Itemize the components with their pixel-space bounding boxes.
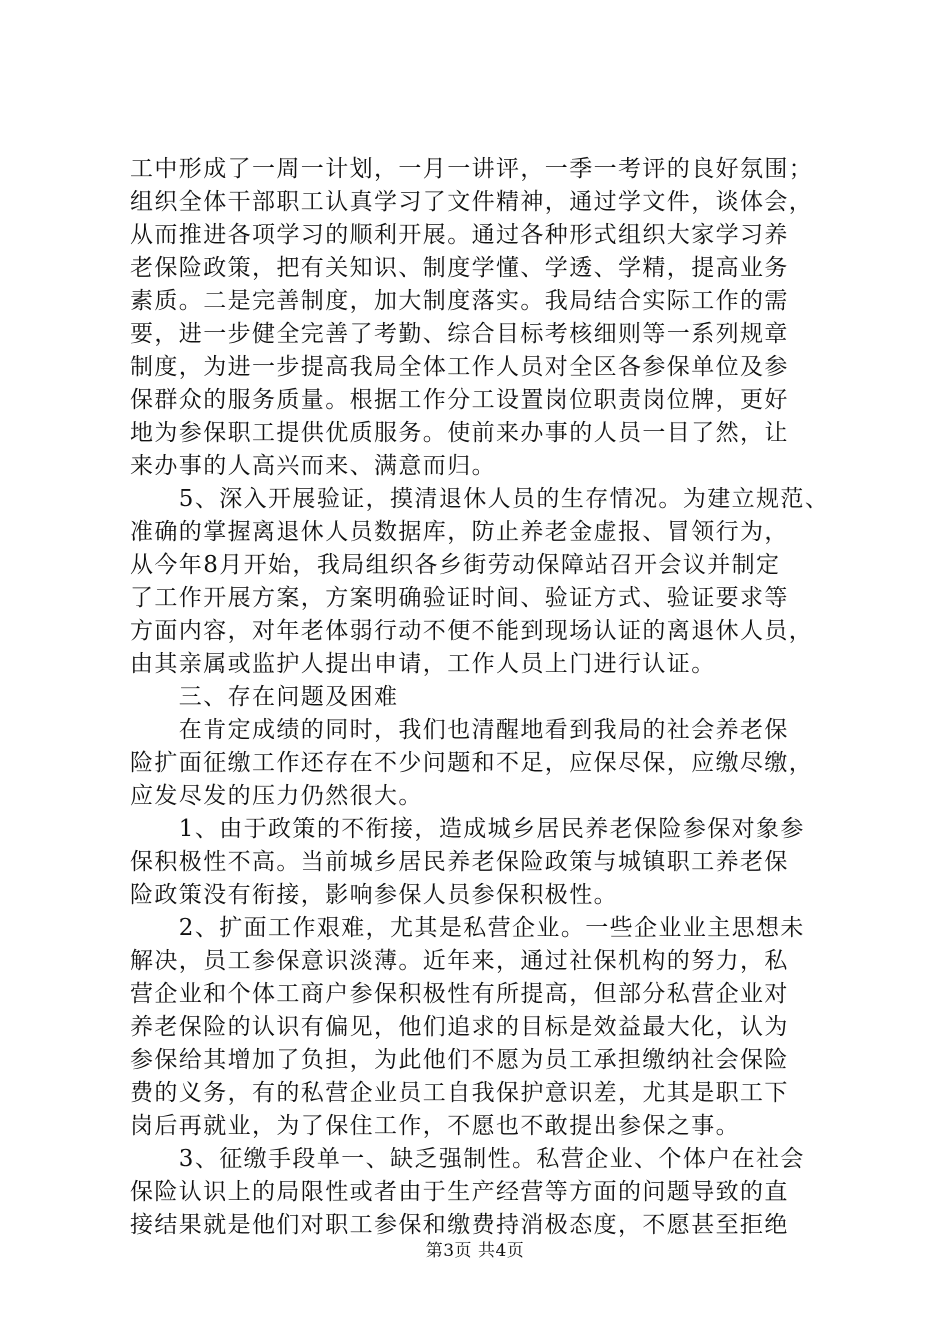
body-line: 准确的掌握离退休人员数据库，防止养老金虚报、冒领行为， xyxy=(130,519,789,545)
body-line: 费的义务，有的私营企业员工自我保护意识差，尤其是职工下 xyxy=(130,1080,789,1106)
body-line: 方面内容，对年老体弱行动不便不能到现场认证的离退休人员， xyxy=(130,618,814,644)
body-line: 岗后再就业，为了保住工作，不愿也不敢提出参保之事。 xyxy=(130,1113,740,1139)
body-line: 在肯定成绩的同时，我们也清醒地看到我局的社会养老保 xyxy=(130,717,789,743)
body-line: 组织全体干部职工认真学习了文件精神，通过学文件，谈体会， xyxy=(130,189,814,215)
body-line: 来办事的人高兴而来、满意而归。 xyxy=(130,453,496,479)
body-line: 2、扩面工作艰难，尤其是私营企业。一些企业业主思想未 xyxy=(130,915,805,941)
body-line: 了工作开展方案，方案明确验证时间、验证方式、验证要求等 xyxy=(130,585,789,611)
body-line: 3、征缴手段单一、缺乏强制性。私营企业、个体户在社会 xyxy=(130,1146,805,1172)
body-line: 老保险政策，把有关知识、制度学懂、学透、学精，提高业务 xyxy=(130,255,789,281)
body-line: 保积极性不高。当前城乡居民养老保险政策与城镇职工养老保 xyxy=(130,849,789,875)
body-line: 要，进一步健全完善了考勤、综合目标考核细则等一系列规章 xyxy=(130,321,789,347)
body-line: 营企业和个体工商户参保积极性有所提高，但部分私营企业对 xyxy=(130,981,789,1007)
body-line: 由其亲属或监护人提出申请，工作人员上门进行认证。 xyxy=(130,651,716,677)
body-line: 制度，为进一步提高我局全体工作人员对全区各参保单位及参 xyxy=(130,354,789,380)
body-line: 解决，员工参保意识淡薄。近年来，通过社保机构的努力，私 xyxy=(130,948,789,974)
body-line: 从而推进各项学习的顺利开展。通过各种形式组织大家学习养 xyxy=(130,222,789,248)
body-line: 地为参保职工提供优质服务。使前来办事的人员一目了然，让 xyxy=(130,420,789,446)
body-line: 保险认识上的局限性或者由于生产经营等方面的问题导致的直 xyxy=(130,1179,789,1205)
body-line: 1、由于政策的不衔接，造成城乡居民养老保险参保对象参 xyxy=(130,816,805,842)
body-line: 三、存在问题及困难 xyxy=(130,684,399,710)
body-line: 工中形成了一周一计划，一月一讲评，一季一考评的良好氛围； xyxy=(130,156,814,182)
body-line: 保群众的服务质量。根据工作分工设置岗位职责岗位牌，更好 xyxy=(130,387,789,413)
document-body xyxy=(130,153,830,1242)
body-line: 5、深入开展验证，摸清退休人员的生存情况。为建立规范、 xyxy=(130,486,830,512)
body-line: 素质。二是完善制度，加大制度落实。我局结合实际工作的需 xyxy=(130,288,789,314)
body-line: 从今年8月开始，我局组织各乡街劳动保障站召开会议并制定 xyxy=(130,552,781,578)
body-line: 险扩面征缴工作还存在不少问题和不足，应保尽保，应缴尽缴， xyxy=(130,750,814,776)
body-line: 养老保险的认识有偏见，他们追求的目标是效益最大化，认为 xyxy=(130,1014,789,1040)
body-line: 应发尽发的压力仍然很大。 xyxy=(130,783,423,809)
body-line: 参保给其增加了负担，为此他们不愿为员工承担缴纳社会保险 xyxy=(130,1047,789,1073)
body-line: 险政策没有衔接，影响参保人员参保积极性。 xyxy=(130,882,618,908)
body-line: 接结果就是他们对职工参保和缴费持消极态度，不愿甚至拒绝 xyxy=(130,1212,789,1238)
page-footer: 第3页 共4页 xyxy=(425,1241,525,1261)
